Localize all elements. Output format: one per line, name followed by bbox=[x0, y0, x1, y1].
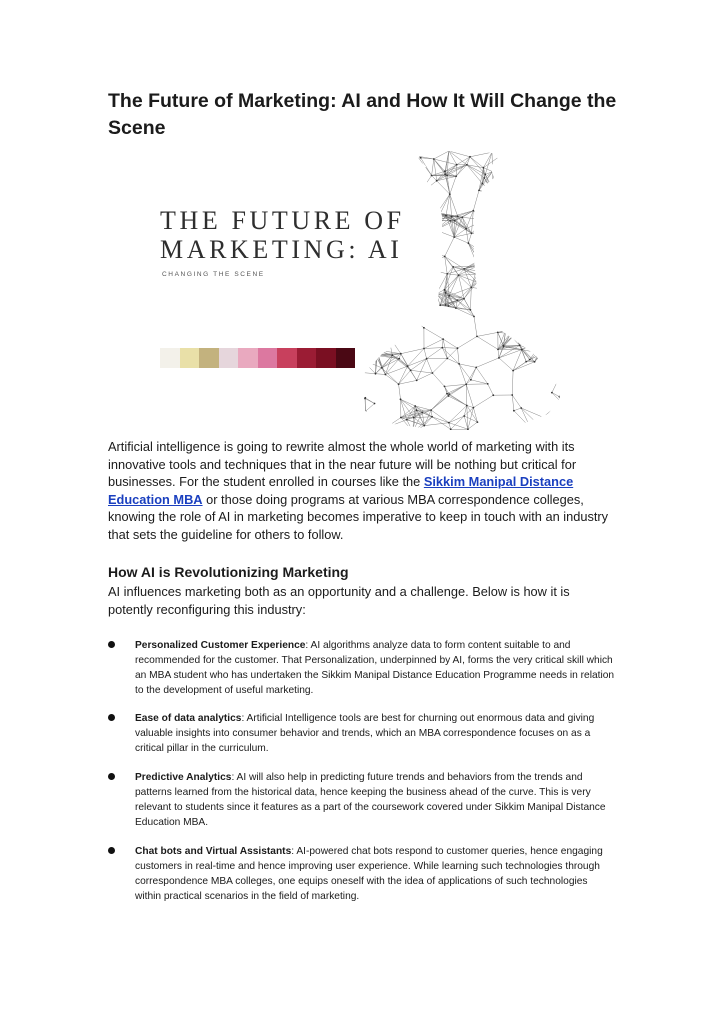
bullet-dot-icon bbox=[108, 773, 115, 780]
hero-heading-line1: THE FUTURE OF bbox=[160, 206, 405, 235]
palette-swatch bbox=[199, 348, 219, 368]
bullet-body: : Artificial Intelligence tools are best for churning out enormous data and giving valuable insights into consumer behavior and trends, which an MBA correspondence focuses on as a critical pillar in the curriculum. bbox=[135, 713, 595, 754]
hero-subheading: CHANGING THE SCENE bbox=[162, 271, 265, 278]
bullet-dot-icon bbox=[108, 847, 115, 854]
page-title: The Future of Marketing: AI and How It Will Change the Scene bbox=[108, 90, 617, 139]
section-lead: AI influences marketing both as an opportunity and a challenge. Below is how it is potently reconfiguring this industry: bbox=[108, 584, 570, 617]
intro-text-2: or those doing programs at various MBA correspondence colleges, knowing the role of AI in marketing becomes imperative to keep in touch with an industry that sets the guideline for others to follow. bbox=[108, 491, 609, 542]
palette-swatch bbox=[160, 348, 180, 368]
bullet-text bbox=[135, 711, 615, 756]
bullet-dot-icon bbox=[108, 714, 115, 721]
palette-swatch bbox=[180, 348, 200, 368]
palette-swatch bbox=[219, 348, 239, 368]
palette-swatch bbox=[277, 348, 297, 368]
bullet-body: : AI algorithms analyze data to form content suitable to and recommended for the customer. That Personalization, underpinned by AI, forms the very critical skill which an MBA student who has undertaken the Sikkim Manipal Distance Education Programme needs in relation to the development of useful marketing. bbox=[135, 640, 615, 696]
bullet-term: Ease of data analytics bbox=[135, 713, 242, 724]
palette-swatch bbox=[258, 348, 278, 368]
smu-mba-link[interactable]: Sikkim Manipal Distance Education MBA bbox=[108, 474, 574, 507]
bullet-text bbox=[135, 770, 615, 830]
bullet-text bbox=[135, 638, 615, 698]
bullet-dot-icon bbox=[108, 641, 115, 648]
hero-heading-line2: MARKETING: AI bbox=[160, 235, 403, 264]
bullet-body: : AI-powered chat bots respond to customer queries, hence engaging customers in real-time and hence improving user experience. While learning such technologies through correspondence MBA colleges, one equips oneself with the idea of applications of such technologies within practical scenarios in the field of marketing. bbox=[135, 846, 603, 902]
bullet-body: : AI will also help in predicting future trends and behaviors from the trends and patterns learned from the historical data, hence keeping the business ahead of the curve. This is very relevant to students since it features as a part of the coursework covered under Sikkim Manipal Distance Education MBA. bbox=[135, 772, 606, 828]
bullet-text bbox=[135, 844, 615, 904]
bullet-term: Personalized Customer Experience bbox=[135, 640, 306, 651]
bullet-term: Predictive Analytics bbox=[135, 772, 232, 783]
hero-image bbox=[108, 150, 612, 432]
bullet-term: Chat bots and Virtual Assistants bbox=[135, 846, 292, 857]
section-heading: How AI is Revolutionizing Marketing bbox=[108, 564, 349, 580]
intro-paragraph bbox=[108, 438, 618, 544]
intro-text-1: Artificial intelligence is going to rewrite almost the whole world of marketing with its innovative tools and techniques that in the near future will be nothing but critical for businesses. For the student enrolled in courses like the bbox=[108, 439, 577, 490]
chess-piece-wireframe-illustration bbox=[308, 150, 608, 432]
palette-swatch bbox=[238, 348, 258, 368]
